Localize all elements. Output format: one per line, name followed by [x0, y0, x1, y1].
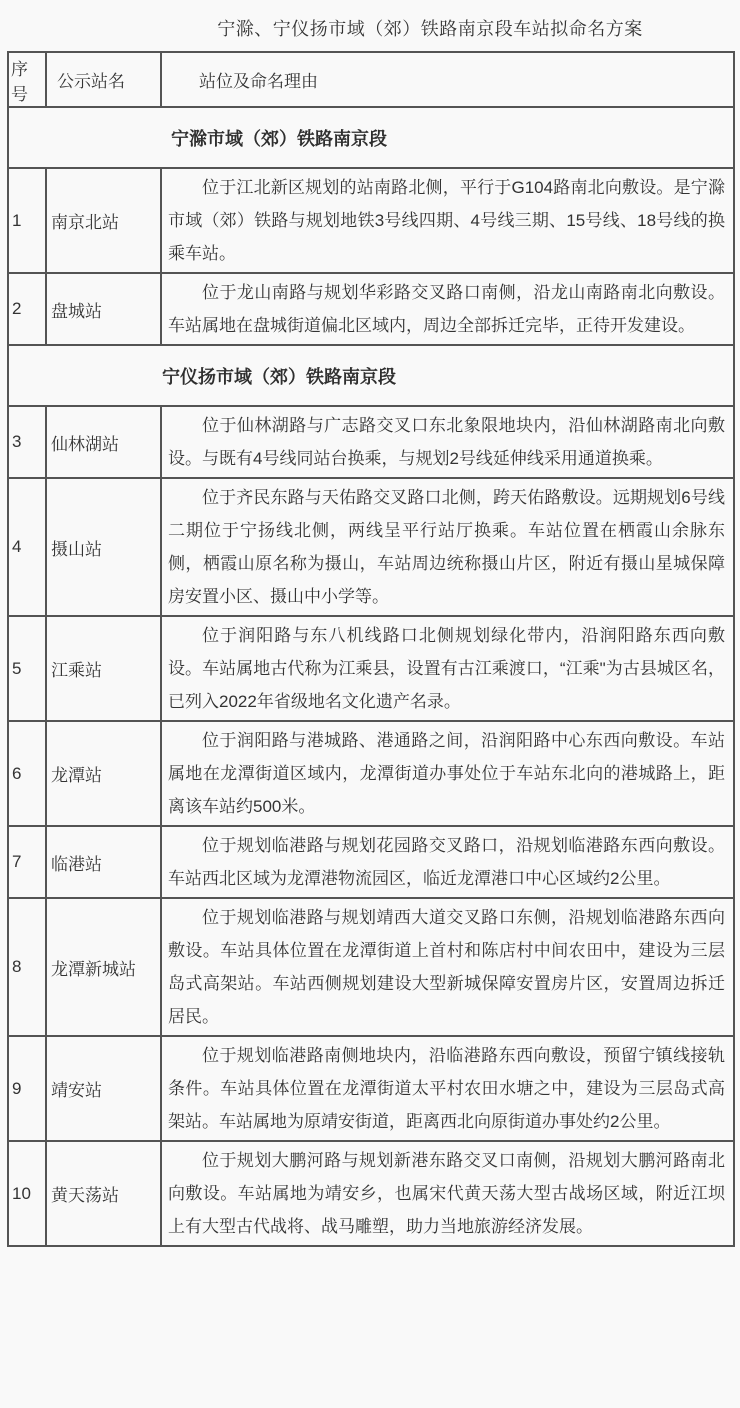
station-reason-cell — [161, 898, 734, 1036]
row-index: 10 — [8, 1141, 46, 1246]
station-reason-cell — [161, 478, 734, 616]
station-name: 仙林湖站 — [46, 406, 161, 478]
station-name: 江乘站 — [46, 616, 161, 721]
station-reason: 位于龙山南路与规划华彩路交叉路口南侧，沿龙山南路南北向敷设。车站属地在盘城街道偏北区域内，周边全部拆迁完毕，正待开发建设。 — [168, 283, 725, 335]
row-index: 2 — [8, 273, 46, 345]
station-reason-cell — [161, 1036, 734, 1141]
station-naming-table — [7, 51, 735, 1247]
station-reason-cell — [161, 721, 734, 826]
station-reason: 位于规划临港路南侧地块内，沿临港路东西向敷设，预留宁镇线接轨条件。车站具体位置在龙潭街道太平村农田水塘之中，建设为三层岛式高架站。车站属地为原靖安街道，距离西北向原街道办事处约2公里。 — [168, 1046, 725, 1131]
table-row — [8, 1141, 734, 1246]
table-row — [8, 273, 734, 345]
station-reason-cell — [161, 1141, 734, 1246]
table-row — [8, 721, 734, 826]
table-header-row — [8, 52, 734, 107]
row-index: 7 — [8, 826, 46, 898]
table-body — [8, 52, 734, 1246]
header-index: 序号 — [8, 52, 46, 107]
station-name: 龙潭新城站 — [46, 898, 161, 1036]
section-title: 宁滁市域（郊）铁路南京段 — [8, 107, 734, 168]
station-reason-cell — [161, 168, 734, 273]
section-header-row — [8, 345, 734, 406]
page-title: 宁滁、宁仪扬市域（郊）铁路南京段车站拟命名方案 — [217, 19, 643, 39]
station-reason-cell — [161, 616, 734, 721]
row-index: 9 — [8, 1036, 46, 1141]
table-row — [8, 406, 734, 478]
station-name: 黄天荡站 — [46, 1141, 161, 1246]
section-header-row — [8, 107, 734, 168]
table-row — [8, 168, 734, 273]
table-row — [8, 1036, 734, 1141]
station-reason-cell — [161, 273, 734, 345]
row-index: 1 — [8, 168, 46, 273]
table-row — [8, 616, 734, 721]
row-index: 4 — [8, 478, 46, 616]
station-name: 临港站 — [46, 826, 161, 898]
row-index: 8 — [8, 898, 46, 1036]
station-name: 摄山站 — [46, 478, 161, 616]
station-reason: 位于江北新区规划的站南路北侧，平行于G104路南北向敷设。是宁滁市域（郊）铁路与规划地铁3号线四期、4号线三期、15号线、18号线的换乘车站。 — [168, 178, 725, 263]
header-station-name: 公示站名 — [46, 52, 161, 107]
row-index: 6 — [8, 721, 46, 826]
row-index: 3 — [8, 406, 46, 478]
section-title: 宁仪扬市域（郊）铁路南京段 — [8, 345, 734, 406]
station-reason: 位于规划临港路与规划靖西大道交叉路口东侧，沿规划临港路东西向敷设。车站具体位置在龙潭街道上首村和陈店村中间农田中，建设为三层岛式高架站。车站西侧规划建设大型新城保障安置房片区，安置周边拆迁居民。 — [168, 908, 725, 1026]
station-name: 龙潭站 — [46, 721, 161, 826]
station-reason: 位于规划大鹏河路与规划新港东路交叉口南侧，沿规划大鹏河路南北向敷设。车站属地为靖安乡，也属宋代黄天荡大型古战场区域，附近江坝上有大型古代战将、战马雕塑，助力当地旅游经济发展。 — [168, 1151, 725, 1236]
station-name: 靖安站 — [46, 1036, 161, 1141]
station-reason: 位于规划临港路与规划花园路交叉路口，沿规划临港路东西向敷设。车站西北区域为龙潭港物流园区，临近龙潭港口中心区域约2公里。 — [168, 836, 725, 888]
station-reason-cell — [161, 406, 734, 478]
station-reason: 位于润阳路与港城路、港通路之间，沿润阳路中心东西向敷设。车站属地在龙潭街道区域内，龙潭街道办事处位于车站东北向的港城路上，距离该车站约500米。 — [168, 731, 725, 816]
station-name: 南京北站 — [46, 168, 161, 273]
table-row — [8, 826, 734, 898]
row-index: 5 — [8, 616, 46, 721]
station-reason: 位于润阳路与东八机线路口北侧规划绿化带内，沿润阳路东西向敷设。车站属地古代称为江乘县，设置有古江乘渡口，“江乘"为古县城区名，已列入2022年省级地名文化遗产名录。 — [168, 626, 725, 711]
station-name: 盘城站 — [46, 273, 161, 345]
table-row — [8, 898, 734, 1036]
header-reason: 站位及命名理由 — [161, 52, 734, 107]
station-reason: 位于仙林湖路与广志路交叉口东北象限地块内，沿仙林湖路南北向敷设。与既有4号线同站台换乘，与规划2号线延伸线采用通道换乘。 — [168, 416, 725, 468]
station-reason: 位于齐民东路与天佑路交叉路口北侧，跨天佑路敷设。远期规划6号线二期位于宁扬线北侧，两线呈平行站厅换乘。车站位置在栖霞山余脉东侧，栖霞山原名称为摄山，车站周边统称摄山片区，附近有摄山星城保障房安置小区、摄山中小学等。 — [168, 488, 725, 606]
table-row — [8, 478, 734, 616]
station-reason-cell — [161, 826, 734, 898]
